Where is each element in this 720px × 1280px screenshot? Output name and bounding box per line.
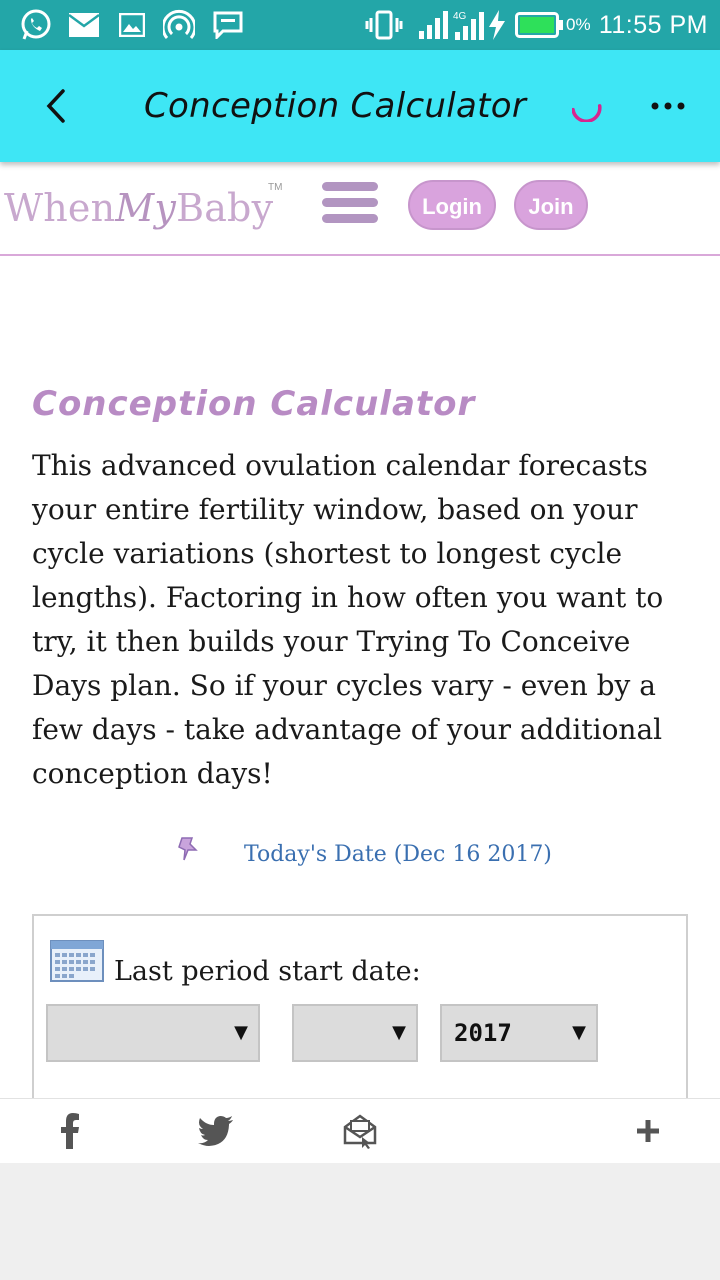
todays-date-link[interactable]: Today's Date (Dec 16 2017)	[244, 842, 552, 867]
battery-icon	[514, 8, 564, 42]
vibrate-icon	[364, 8, 404, 42]
last-period-form	[32, 914, 688, 1098]
share-bar	[0, 1098, 720, 1164]
signal-4g-icon	[452, 8, 486, 42]
clock: 11:55 PM	[598, 11, 708, 39]
network-type-label: 4G	[453, 11, 467, 22]
login-button[interactable]: Login	[408, 180, 496, 230]
hamburger-icon[interactable]	[322, 182, 378, 228]
email-share-icon[interactable]	[340, 1111, 380, 1151]
dropdown-arrow-icon: ▼	[392, 1022, 406, 1043]
app-title: Conception Calculator	[144, 86, 527, 126]
calculator-description: This advanced ovulation calendar forecasts your entire fertility window, based on your cycle variations (shortest to longest cycle lengths). Factoring in how often you want to try, it then builds your Trying To Conceive Days plan. So if your cycles vary - even by a few days - take advantage of your additional conception days!	[32, 449, 664, 790]
dropdown-arrow-icon: ▼	[572, 1022, 586, 1043]
back-button[interactable]	[28, 78, 84, 134]
more-options-button[interactable]	[640, 80, 696, 132]
hotspot-icon	[162, 8, 196, 42]
whatsapp-icon	[18, 8, 54, 42]
loading-spinner-icon	[572, 92, 602, 122]
mail-icon	[68, 8, 100, 42]
charging-icon	[486, 8, 508, 42]
battery-percent: 0%	[566, 15, 591, 34]
calendar-icon[interactable]	[50, 940, 104, 982]
twitter-icon[interactable]	[196, 1111, 236, 1151]
plus-icon[interactable]	[628, 1111, 668, 1151]
site-logo[interactable]: WhenMyBaby	[4, 186, 274, 230]
join-button[interactable]: Join	[514, 180, 588, 230]
message-icon	[212, 8, 244, 42]
site-header	[0, 162, 720, 256]
day-select[interactable]	[292, 1004, 418, 1062]
web-content	[0, 162, 720, 1098]
month-select[interactable]	[46, 1004, 260, 1062]
image-icon	[118, 8, 146, 42]
bottom-empty-area	[0, 1163, 720, 1280]
pushpin-icon	[176, 834, 206, 864]
year-select[interactable]: 2017 ▼	[440, 1004, 598, 1062]
signal-icon	[416, 8, 450, 42]
last-period-label: Last period start date:	[114, 956, 421, 987]
page-heading: Conception Calculator	[32, 384, 476, 424]
logo-trademark: TM	[268, 182, 283, 193]
app-bar	[0, 50, 720, 162]
more-vert-icon	[651, 102, 685, 110]
status-bar	[0, 0, 720, 50]
facebook-icon[interactable]	[50, 1111, 90, 1151]
dropdown-arrow-icon: ▼	[234, 1022, 248, 1043]
back-arrow-icon	[41, 88, 71, 124]
